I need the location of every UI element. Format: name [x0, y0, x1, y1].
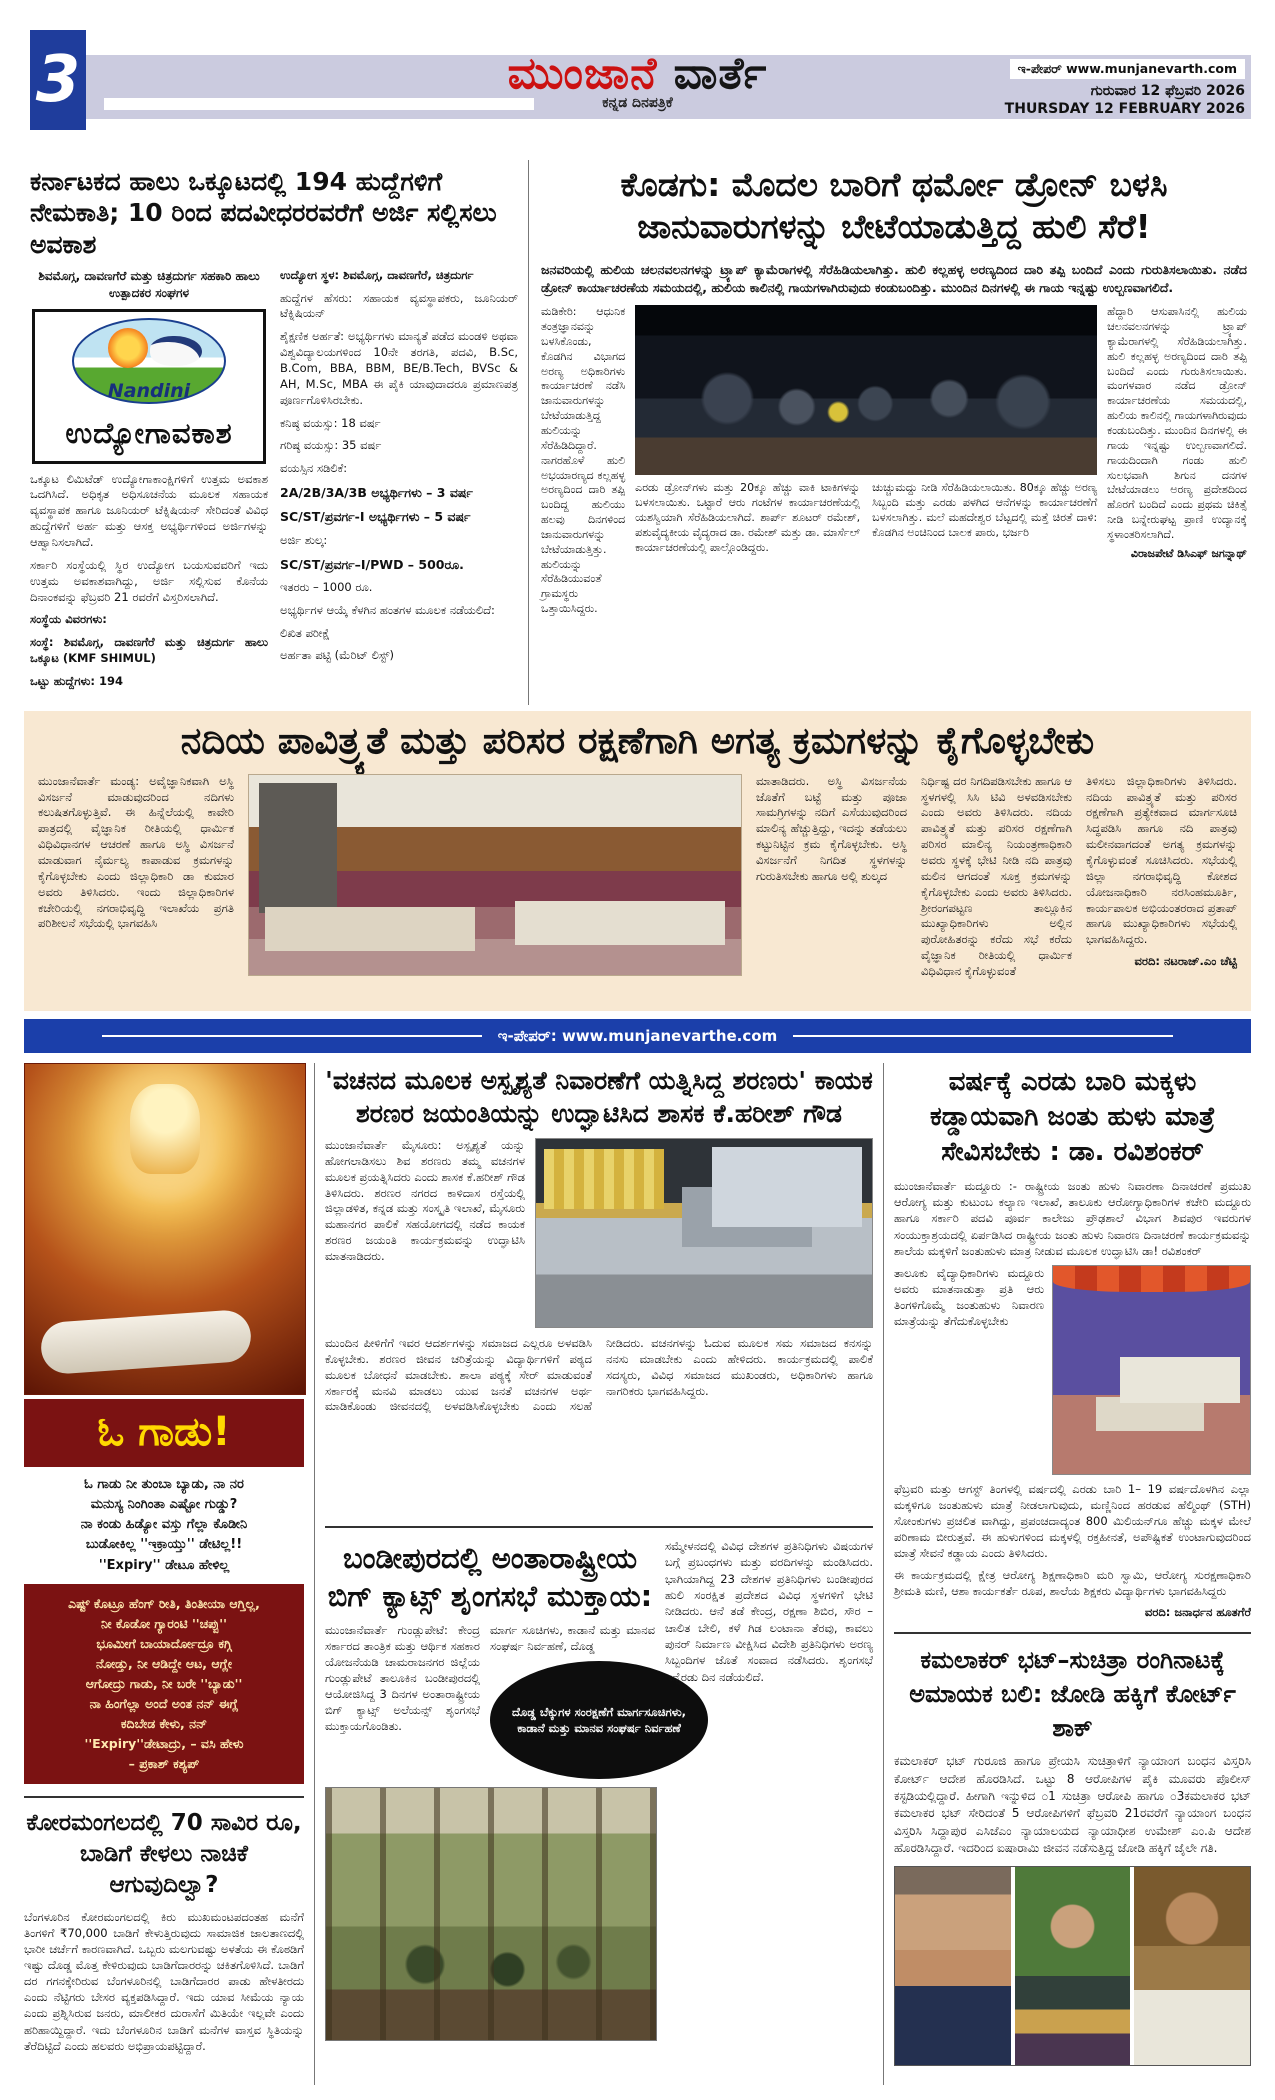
deworm-body-2: ಫೆಬ್ರವರಿ ಮತ್ತು ಆಗಸ್ಟ್ ತಿಂಗಳಲ್ಲಿ ವರ್ಷದಲ್ಲಿ ಎರಡು ಬಾರಿ 1– 19 ವರ್ಷದೊಳಗಿನ ಎಲ್ಲಾ ಮಕ್ಕಳಿಗೂ ಜಂತುಹುಳು ಮಾತ್ರೆ ನೀಡಲಾಗುವುದು, ಮಣ್ಣಿನಿಂದ ಹರಡುವ ಹೆಲ್ಮಿಂಥ್ (STH) ಸೋಂಕುಗಳು ಪ್ರಚಲಿತ ವಾಗಿದ್ದು, ಪ್ರಪಂಚದಾದ್ಯಂತ 800 ಮಿಲಿಯನ್‌ಗೂ ಹೆಚ್ಚು ಮಕ್ಕಳ ಮೇಲೆ ಪರಿಣಾಮ ಬೀರುತ್ತವೆ. ಈ ಹುಳುಗಳಿಂದ ಮಕ್ಕಳಲ್ಲಿ ರಕ್ತಹೀನತೆ, ಅಪೌಷ್ಟಿಕತೆ ಉಂಟಾಗುವುದರಿಂದ ಮಾತ್ರೆ ಸೇವನೆ ಕಡ್ಡಾಯ ಎಂದು ತಿಳಿಸಿದರು.	[894, 1481, 1251, 1561]
deworm-body-1: ಮುಂಜಾನೆವಾರ್ತೆ ಮದ್ದೂರು :- ರಾಷ್ಟ್ರೀಯ ಜಂತು ಹುಳು ನಿವಾರಣಾ ದಿನಾಚರಣೆ ಪ್ರಮುಖ ಆರೋಗ್ಯ ಮತ್ತು ಕುಟುಂಬ ಕಲ್ಯಾಣ ಇಲಾಖೆ, ತಾಲೂಕು ಆರೋಗ್ಯಾಧಿಕಾರಿಗಳ ಕಚೇರಿ ಮದ್ದೂರು ಹಾಗೂ ಸರ್ಕಾರಿ ಪದವಿ ಪೂರ್ವ ಕಾಲೇಜು ಪ್ರೌಢಶಾಲೆ ವಿಭಾಗ ಶಿವಪುರ ಇವರುಗಳ ಸಂಯುಕ್ತಾಶ್ರಯದಲ್ಲಿ ಏರ್ಪಡಿಸಿದ ರಾಷ್ಟ್ರೀಯ ಜಂತು ಹುಳು ನಿವಾರಣ ದಿನಾಚರಣೆ ಕಾರ್ಯಕ್ರಮವನ್ನು ಶಾಲೆಯ ಮಕ್ಕಳಿಗೆ ಜಂತುಹುಳು ಮಾತ್ರ ನೀಡುವ ಮೂಲಕ ಉದ್ಘಾಟಿಸಿ ಡಾ! ರವಿಶಂಕರ್	[894, 1179, 1251, 1258]
page-header	[24, 10, 1251, 160]
bigcats-highlight-oval: ದೊಡ್ಡ ಬೆಕ್ಕುಗಳ ಸಂರಕ್ಷಣೆಗೆ ಮಾರ್ಗಸೂಚಿಗಳು, ಕಾಡಾನೆ ಮತ್ತು ಮಾನವ ಸಂಘರ್ಷ ನಿರ್ವಹಣೆ	[490, 1661, 708, 1779]
gadu-poem2-line1: ಎಷ್ಟ್ ಕೊಟ್ರೂ ಹೆಂಗ್ ರೀತಿ, ತಿಂತೀಯಾ ಆಗ್ತಿಲ್ಲ,	[68, 1595, 260, 1611]
milk-selection-heading: ಅಭ್ಯರ್ಥಿಗಳ ಆಯ್ಕೆ ಕೆಳಗಿನ ಹಂತಗಳ ಮೂಲಕ ನಡೆಯಲಿದೆ:	[280, 602, 495, 617]
bigcats-column-2-text: ಮಾರ್ಗ ಸೂಚಿಗಳು, ಕಾಡಾನೆ ಮತ್ತು ಮಾನವ ಸಂಘರ್ಷ ನಿರ್ವಹಣೆ, ದೊಡ್ಡ	[490, 1623, 655, 1654]
strip-line-left	[102, 1035, 482, 1037]
header-right-block	[945, 58, 1245, 117]
bigcats-continuation: ಸಮ್ಮೇಳನದಲ್ಲಿ ವಿವಿಧ ದೇಶಗಳ ಪ್ರತಿನಿಧಿಗಳು ವಿಷಯಗಳ ಬಗ್ಗೆ ಪ್ರಬಂಧಗಳು ಮತ್ತು ವರದಿಗಳನ್ನು ಮಂಡಿಸಿದರು. ಭಾಗಿಯಾಗಿದ್ದ 23 ದೇಶಗಳ ಪ್ರತಿನಿಧಿಗಳು ಬಂಡೀಪುರದ ಹುಲಿ ಸಂರಕ್ಷಿತ ಪ್ರದೇಶದ ವಿವಿಧ ಸ್ಥಳಗಳಿಗೆ ಭೇಟಿ ನೀಡಿದರು. ಆನೆ ತಡೆ ಕೇಂದ್ರ, ರಕ್ಷಣಾ ಶಿಬಿರ, ಸೌರ – ಚಾಲಿತ ಬೇಲಿ, ಕಳೆ ಗಿಡ ಲಂಟಾನಾ ತೆರವು, ಕಾವಲು ಪುನರ್ ನಿರ್ಮಾಣ ವೀಕ್ಷಿಸಿದ ವಿದೇಶಿ ಪ್ರತಿನಿಧಿಗಳು ಅರಣ್ಯ ಸಿಬ್ಬಂದಿಗಳ ಜೊತೆ ಸಂವಾದ ನಡೆಸಿದರು. ಶೃಂಗಸಭೆ ಇನ್ನೆರಡು ದಿನ ನಡೆಯಲಿದೆ.	[665, 1539, 873, 1684]
milk-org-detail: ಸಂಸ್ಥೆ: ಶಿವಮೊಗ್ಗ, ದಾವಣಗೆರೆ ಮತ್ತು ಚಿತ್ರದುರ್ಗ ಹಾಲು ಒಕ್ಕೂಟ (KMF SHIMUL)	[30, 635, 268, 666]
nandini-brand-text: Nandini	[107, 380, 191, 403]
bigcats-main-block	[325, 1538, 686, 2041]
page-number: 3	[30, 30, 86, 130]
bigcats-column-2	[490, 1623, 686, 1787]
gadu-title: ಓ ಗಾಡು!	[24, 1399, 304, 1467]
epaper-url[interactable]: ಇ-ಪೇಪರ್ www.munjanevarth.com	[1010, 59, 1245, 79]
river-headline: ನದಿಯ ಪಾವಿತ್ರ್ಯತೆ ಮತ್ತು ಪರಿಸರ ರಕ್ಷಣೆಗಾಗಿ ಅಗತ್ಯ ಕ್ರಮಗಳನ್ನು ಕೈಗೊಳ್ಳಬೇಕು	[180, 719, 1095, 762]
middle-divider	[325, 1526, 873, 1528]
article-deworming	[894, 1065, 1251, 1620]
court-headline: ಕಮಲಾಕರ್ ಭಟ್–ಸುಚಿತ್ರಾ ರಂಗಿನಾಟಕ್ಕೆ ಅಮಾಯಕ ಬಲಿ: ಜೋಡಿ ಹಕ್ಕಿಗೆ ಕೋರ್ಟ್ ಶಾಕ್	[909, 1646, 1236, 1742]
bottom-left-column	[24, 1063, 315, 2085]
gadu-poem2-line8: ''Expiry''ಡೇಟಾದ್ರು, – ವಸಿ ಹೇಳು	[84, 1735, 244, 1751]
gadu-poem2-line6: ನಾ ಹಿಂಗೆಲ್ಲಾ ಅಂದೆ ಅಂತ ನನ್ ಈಗ್ಲೆ	[89, 1695, 239, 1711]
deworm-byline: ವರದಿ: ಜನಾರ್ಧನ ಹೂತಗೆರೆ	[1144, 1605, 1251, 1620]
masthead-title-red: ಮುಂಜಾನೆ	[507, 48, 658, 99]
milk-column-left	[30, 268, 268, 697]
masthead-title-black: ವಾರ್ತೆ	[673, 48, 768, 99]
milk-relaxation-heading: ವಯಸ್ಸಿನ ಸಡಿಲಿಕೆ:	[280, 461, 348, 476]
nandini-logo-box	[32, 309, 266, 463]
milk-body-1: ಒಕ್ಕೂಟ ಲಿಮಿಟೆಡ್ ಉದ್ಯೋಗಾಕಾಂಕ್ಷಿಗಳಿಗೆ ಉತ್ತಮ ಅವಕಾಶ ಒದಗಿಸಿದೆ. ಅಧಿಕೃತ ಅಧಿಸೂಚನೆಯ ಮೂಲಕ ಸಹಾಯಕ ವ್ಯವಸ್ಥಾಪಕ ಹಾಗೂ ಜೂನಿಯರ್ ಟೆಕ್ನಿಷಿಯನ್ ಸೇರಿದಂತೆ ವಿವಿಧ ಹುದ್ದೆಗಳಿಗೆ ಅರ್ಹ ಮತ್ತು ಆಸಕ್ತ ಅಭ್ಯರ್ಥಿಗಳಿಂದ ಅರ್ಜಿಗಳನ್ನು ಆಹ್ವಾನಿಸಲಾಗಿದೆ.	[30, 471, 268, 550]
portrait-photo-kamalakar-bhat	[1134, 1867, 1250, 2065]
milk-selection-2: ಅರ್ಹತಾ ಪಟ್ಟಿ (ಮೆರಿಟ್ ಲಿಸ್ಟ್)	[280, 648, 395, 663]
river-byline: ವರದಿ: ನಟರಾಜ್.ಎಂ ಚೆಟ್ಟಿ	[1134, 954, 1237, 969]
river-column-4-text: ತಿಳಿಸಲು ಜಿಲ್ಲಾಧಿಕಾರಿಗಳು ತಿಳಿಸಿದರು. ನದಿಯ ಪಾವಿತ್ರ್ಯತೆ ಮತ್ತು ಪರಿಸರ ರಕ್ಷಣೆಗಾಗಿ ಪ್ರತ್ಯೇಕವಾದ ಮಾರ್ಗಸೂಚಿ ಸಿದ್ಧಪಡಿಸಿ ಹಾಗೂ ನದಿ ಪಾತ್ರವು ಮಲೀನವಾಗದಂತೆ ಅಗತ್ಯ ಕ್ರಮಗಳನ್ನು ಕೈಗೊಳ್ಳುವಂತೆ ಸೂಚಿಸಿದರು. ಸಭೆಯಲ್ಲಿ ಜಿಲ್ಲಾ ನಗರಾಭಿವೃದ್ಧಿ ಕೋಶದ ಯೋಜನಾಧಿಕಾರಿ ನರಸಿಂಹಮೂರ್ತಿ, ಕಾರ್ಯಪಾಲಕ ಅಭಿಯಂತರರಾದ ಪ್ರತಾಪ್ ಹಾಗೂ ಮುಖ್ಯಾಧಿಕಾರಿಗಳು ಸಭೆಯಲ್ಲಿ ಭಾಗವಹಿಸಿದ್ದರು.	[1086, 773, 1237, 947]
date-english: THURSDAY 12 FEBRUARY 2026	[1004, 101, 1245, 117]
date-kannada: ಗುರುವಾರ 12 ಫೆಬ್ರವರಿ 2026	[1090, 83, 1245, 99]
epaper-strip-url[interactable]: ಇ-ಪೇಪರ್: www.munjanevarthe.com	[497, 1027, 778, 1045]
deworm-side-text: ತಾಲೂಕು ವೈದ್ಯಾಧಿಕಾರಿಗಳು ಮದ್ದೂರು ಅವರು ಮಾತನಾಡುತ್ತಾ ಪ್ರತಿ ಆರು ತಿಂಗಳಿಗೊಮ್ಮೆ ಜಂತುಹುಳು ನಿವಾರಣ ಮಾತ್ರೆಯನ್ನು ತೆಗೆದುಕೊಳ್ಳಬೇಕು	[894, 1265, 1044, 1329]
milk-fee-2: ಇತರರು – 1000 ರೂ.	[280, 579, 373, 594]
milk-relaxation-1: 2A/2B/3A/3B ಅಭ್ಯರ್ಥಿಗಳು – 3 ವರ್ಷ	[280, 485, 473, 501]
milk-intro: ಶಿವಮೊಗ್ಗ, ದಾವಣಗೆರೆ ಮತ್ತು ಚಿತ್ರದುರ್ಗ ಸಹಕಾರಿ ಹಾಲು ಉತ್ಪಾದಕರ ಸಂಘಗಳ	[38, 268, 260, 300]
masthead-subtitle: ಕನ್ನಡ ದಿನಪತ್ರಿಕೆ	[602, 95, 673, 111]
milk-body-2: ಸರ್ಕಾರಿ ಸಂಸ್ಥೆಯಲ್ಲಿ ಸ್ಥಿರ ಉದ್ಯೋಗ ಬಯಸುವವರಿಗೆ ಇದು ಉತ್ತಮ ಅವಕಾಶವಾಗಿದ್ದು, ಅರ್ಜಿ ಸಲ್ಲಿಸುವ ಕೊನೆಯ ದಿನಾಂಕವನ್ನು ಫೆಬ್ರವರಿ 21 ರವರೆಗೆ ವಿಸ್ತರಿಸಲಾಗಿದೆ.	[30, 557, 268, 604]
bottom-section	[24, 1063, 1251, 2085]
article-koramangala-rent	[24, 1808, 304, 2054]
milk-headline: ಕರ್ನಾಟಕದ ಹಾಲು ಒಕ್ಕೂಟದಲ್ಲಿ 194 ಹುದ್ದೆಗಳಿಗೆ ನೇಮಕಾತಿ; 10 ರಿಂದ ಪದವೀಧರರವರೆಗೆ ಅರ್ಜಿ ಸಲ್ಲಿಸಲು ಅವಕಾಶ	[30, 167, 497, 259]
gadu-poet-signature: – ಪ್ರಕಾಶ್ ಕಶ್ಯಪ್	[128, 1755, 200, 1771]
article-milk-recruitment	[24, 160, 529, 705]
milk-fee-1: SC/ST/ಪ್ರವರ್ಗ–I/PWD – 500ರೂ.	[280, 556, 464, 572]
river-column-4	[1086, 774, 1237, 980]
tiger-column-left: ಮಡಿಕೇರಿ: ಆಧುನಿಕ ತಂತ್ರಜ್ಞಾನವನ್ನು ಬಳಸಿಕೊಂಡು, ಕೊಡಗಿನ ವಿಭಾಗದ ಅರಣ್ಯ ಅಧಿಕಾರಿಗಳು ಕಾರ್ಯಾಚರಣೆ ನಡೆಸಿ ಜಾನುವಾರುಗಳನ್ನು ಬೇಟೆಯಾಡುತ್ತಿದ್ದ ಹುಲಿಯನ್ನು ಸೆರೆಹಿಡಿದಿದ್ದಾರೆ. ನಾಗರಹೊಳೆ ಹುಲಿ ಅಭಯಾರಣ್ಯದ ಕಲ್ಲಹಳ್ಳ ಅರಣ್ಯದಿಂದ ದಾರಿ ತಪ್ಪಿ ಬಂದಿದ್ದ ಹುಲಿಯು ಹಲವು ದಿನಗಳಿಂದ ಜಾನುವಾರುಗಳನ್ನು ಬೇಟೆಯಾಡುತ್ತಿತ್ತು. ಹುಲಿಯನ್ನು ಸೆರೆಹಿಡಿಯುವಂತೆ ಗ್ರಾಮಸ್ಥರು ಒತ್ತಾಯಿಸಿದ್ದರು.	[541, 305, 626, 616]
milk-min-age: ಕನಿಷ್ಠ ವಯಸ್ಸು: 18 ವರ್ಷ	[280, 415, 381, 430]
river-column-2: ಮಾತಾಡಿದರು. ಅಸ್ಥಿ ವಿಸರ್ಜನೆಯ ಜೊತೆಗೆ ಬಟ್ಟೆ ಮತ್ತು ಪೂಜಾ ಸಾಮಗ್ರಿಗಳನ್ನು ನದಿಗೆ ಎಸೆಯುವುದರಿಂದ ಮಾಲಿನ್ಯ ಹೆಚ್ಚುತ್ತಿದ್ದು, ಇದನ್ನು ತಡೆಯಲು ಕಟ್ಟುನಿಟ್ಟಿನ ಕ್ರಮ ಕೈಗೊಳ್ಳಬೇಕು. ಅಸ್ಥಿ ವಿಸರ್ಜನೆಗೆ ನಿಗದಿತ ಸ್ಥಳಗಳನ್ನು ಗುರುತಿಸಬೇಕು ಹಾಗೂ ಅಲ್ಲಿ ಶುಲ್ಕದ	[756, 773, 907, 883]
gadu-poem1-line1: ಓ ಗಾಡು ನೀ ತುಂಬಾ ಬ್ಯಾಡು, ನಾ ನರ	[84, 1477, 244, 1492]
koramangala-body: ಬೆಂಗಳೂರಿನ ಕೋರಮಂಗಲದಲ್ಲಿ ಕಿರು ಮುಖಮಂಟಪದಂತಹ ಮನೆಗೆ ತಿಂಗಳಿಗೆ ₹70,000 ಬಾಡಿಗೆ ಕೇಳುತ್ತಿರುವುದು ಸಾಮಾಜಿಕ ಜಾಲತಾಣದಲ್ಲಿ ಭಾರೀ ಚರ್ಚೆಗೆ ಕಾರಣವಾಗಿದೆ. ಒಬ್ಬರು ಮಲಗುವಷ್ಟು ಅಳತೆಯ ಈ ಕೊಠಡಿಗೆ ಇಷ್ಟು ದೊಡ್ಡ ಮೊತ್ತ ಕೇಳಿರುವುದು ಬಾಡಿಗೆದಾರರನ್ನು ಚಕಿತಗೊಳಿಸಿದೆ. ಬಾಡಿಗೆ ದರ ಗಗನಕ್ಕೇರಿರುವ ಬೆಂಗಳೂರಿನಲ್ಲಿ ಬಾಡಿಗೆದಾರರ ಪಾಡು ಹೇಳತೀರದು ಎಂದು ನೆಟ್ಟಿಗರು ಬೇಸರ ವ್ಯಕ್ತಪಡಿಸಿದ್ದಾರೆ. ಇದು ಯಾವ ಸೀಮೆಯ ನ್ಯಾಯ ಎಂದು ಪ್ರಶ್ನಿಸಿರುವ ಜನರು, ಮಾಲೀಕರ ದುರಾಸೆಗೆ ಮಿತಿಯೇ ಇಲ್ಲವೇ ಎಂದು ಹರಿಹಾಯ್ದಿದ್ದಾರೆ. ಇದು ಬೆಂಗಳೂರಿನ ಬಾಡಿಗೆ ಮನೆಗಳ ವಾಸ್ತವ ಸ್ಥಿತಿಯನ್ನು ತೆರೆದಿಟ್ಟಿದೆ ಎಂದು ಹಲವರು ಅಭಿಪ್ರಾಯಪಟ್ಟಿದ್ದಾರೆ.	[24, 1909, 304, 2053]
deworming-event-photo	[1052, 1265, 1251, 1475]
article-river-sanctity	[24, 711, 1251, 1011]
article-vachana-jayanti	[325, 1065, 873, 1514]
gadu-poem2-line3: ಭೂಮೀಗೆ ಬಾಯಾರ್ದೋದ್ರೂ ಕಗ್ಗಿ	[96, 1635, 232, 1651]
gadu-poem2-line4: ನೋಡ್ತು, ನೀ ಆಡಿದ್ದೇ ಆಟ, ಆಗ್ಲೇ	[96, 1655, 232, 1671]
milk-fee-heading: ಅರ್ಜಿ ಶುಲ್ಕ:	[280, 532, 328, 547]
tiger-operation-photo	[635, 305, 1097, 475]
gadu-poem1-line4: ಬುಡೋಕಿಲ್ಲ ''ಇಕ್ರಾಯ್ತು'' ಡೇಟಿಲ್ಲ!!	[85, 1537, 243, 1553]
tiger-caption-2: ಚುಚ್ಚುಮದ್ದು ನೀಡಿ ಸೆರೆಹಿಡಿಯಲಾಯಿತು. 80ಕ್ಕೂ ಹೆಚ್ಚು ಅರಣ್ಯ ಸಿಬ್ಬಂದಿ ಮತ್ತು ಎರಡು ಪಳಗಿದ ಆನೆಗಳನ್ನು ಕಾರ್ಯಾಚರಣೆಗೆ ಬಳಸಲಾಗಿತ್ತು. ಮಲೆ ಮಹದೇಶ್ವರ ಬೆಟ್ಟದಲ್ಲಿ ಮತ್ತೆ ಚಿರತೆ ದಾಳಿ: ಕೊಡಗಿನ ಅಂಚಿನಿಂದ ಬಾಲಕ ಪಾರು, ಭರ್ಜರಿ	[872, 481, 1098, 539]
gadu-poem1-line3: ನಾ ಕಂಡು ಹಿಡ್ಯೋ ವಸ್ತು ಗೆಲ್ಲಾ ಕೊಡೀನಿ	[80, 1517, 248, 1533]
strip-line-right	[793, 1035, 1173, 1037]
tiger-caption-1: ಎರಡು ಡ್ರೋನ್‌ಗಳು ಮತ್ತು 20ಕ್ಕೂ ಹೆಚ್ಚು ವಾಕಿ ಟಾಕಿಗಳನ್ನು ಬಳಸಲಾಯಿತು. ಒಟ್ಟಾರೆ ಆರು ಗಂಟೆಗಳ ಕಾರ್ಯಾಚರಣೆಯಲ್ಲಿ ಯಶಸ್ವಿಯಾಗಿ ಸೆರೆಹಿಡಿಯಲಾಗಿದೆ. ಶಾರ್ಪ್ ಶೂಟರ್ ರಮೇಶ್, ಪಶುವೈದ್ಯಕೀಯ ವೈದ್ಯರಾದ ಡಾ. ರಮೇಶ್ ಮತ್ತು ಡಾ. ಮಾರ್ಸೆಲ್ ಕಾರ್ಯಾಚರಣೆಯಲ್ಲಿ ಪಾಲ್ಗೊಂಡಿದ್ದರು.	[635, 481, 861, 554]
milk-details-heading: ಸಂಸ್ಥೆಯ ವಿವರಗಳು:	[30, 612, 107, 627]
vachana-headline: 'ವಚನದ ಮೂಲಕ ಅಸ್ಪೃಶ್ಯತೆ ನಿವಾರಣೆಗೆ ಯತ್ನಿಸಿದ್ದ ಶರಣರು' ಕಾಯಕ ಶರಣರ ಜಯಂತಿಯನ್ನು ಉದ್ಘಾಟಿಸಿದ ಶಾಸಕ ಕೆ.ಹರೀಶ್ ಗೌಡ	[325, 1066, 873, 1128]
jayanti-inauguration-photo	[535, 1138, 873, 1328]
portrait-photo-suchitra-closeup	[895, 1867, 1011, 2065]
tiger-officer-signature: ವಿರಾಜಪೇಟೆ ಡಿಸಿಎಫ್ ಜಗನ್ನಾಥ್	[1130, 546, 1247, 560]
milk-qualification: ಶೈಕ್ಷಣಿಕ ಅರ್ಹತೆ: ಅಭ್ಯರ್ಥಿಗಳು ಮಾನ್ಯತೆ ಪಡೆದ ಮಂಡಳಿ ಅಥವಾ ವಿಶ್ವವಿದ್ಯಾಲಯಗಳಿಂದ 10ನೇ ತರಗತಿ, ಪದವಿ, B.Sc, B.Com, BBA, BBM, BE/B.Tech, BVSc & AH, M.Sc, MBA ಈ ಪೈಕಿ ಯಾವುದಾದರೂ ಪ್ರಮಾಣಪತ್ರ ಪೂರ್ಣಗೊಳಿಸಿರಬೇಕು.	[280, 329, 518, 407]
koramangala-headline: ಕೋರಮಂಗಲದಲ್ಲಿ 70 ಸಾವಿರ ರೂ, ಬಾಡಿಗೆ ಕೇಳಲು ನಾಚಿಕೆ ಆಗುವುದಿಲ್ವಾ?	[26, 1809, 302, 1898]
dc-meeting-photo	[248, 774, 742, 976]
article-court-shock	[894, 1644, 1251, 2065]
epaper-strip	[24, 1019, 1251, 1053]
gadu-poem2-line2: ನೀ ಕೊಡೋ ಗ್ಯಾರಂಟಿ ''ಚಪ್ಪು''	[101, 1615, 227, 1631]
top-section	[24, 160, 1251, 705]
court-body: ಕಮಲಾಕರ್ ಭಟ್ ಗುರೂಜಿ ಹಾಗೂ ಪ್ರೇಯಸಿ ಸುಚಿತ್ರಾಳಿಗೆ ನ್ಯಾಯಾಂಗ ಬಂಧನ ವಿಸ್ತರಿಸಿ ಕೋರ್ಟ್ ಆದೇಶ ಹೊರಡಿಸಿದೆ. ಒಟ್ಟು 8 ಆರೋಪಿಗಳ ಪೈಕಿ ಮೂವರು ಪೊಲೀಸ್ ಕಸ್ಟಡಿಯಲ್ಲಿದ್ದಾರೆ. ಹೀಗಾಗಿ ಇನ್ನುಳಿದ ೦1 ಸುಚಿತ್ರಾ ಆರೋಪಿ ಹಾಗೂ ೦3ಕಮಲಾಕರ ಭಟ್ ಕಮಲಾಕರ ಭಟ್ ಸೇರಿದಂತೆ 5 ಆರೋಪಿಗಳಿಗೆ ಫೆಬ್ರವರಿ 21ರವರೆಗೆ ನ್ಯಾಯಾಂಗ ಬಂಧನ ವಿಸ್ತರಿಸಿ ಸಿದ್ದಾಪುರ ಎಸಿಜೆಎಂ ನ್ಯಾಯಾಲಯದ ನ್ಯಾಯಾಧೀಶ ಉಮೇಶ್ ಎಂ.ಪಿ ಆದೇಶ ಹೊರಡಿಸಿದ್ದಾರೆ. ಇದರಿಂದ ಐಷಾರಾಮಿ ಜೀವನ ನಡೆಸುತ್ತಿದ್ದ ಜೋಡಿ ಹಕ್ಕಿಗೆ ಜೈಲೇ ಗತಿ.	[894, 1754, 1251, 1856]
milk-max-age: ಗರಿಷ್ಠ ವಯಸ್ಸು: 35 ವರ್ಷ	[280, 438, 382, 453]
deworm-headline: ವರ್ಷಕ್ಕೆ ಎರಡು ಬಾರಿ ಮಕ್ಕಳು ಕಡ್ಡಾಯವಾಗಿ ಜಂತು ಹುಳು ಮಾತ್ರೆ ಸೇವಿಸಬೇಕು : ಡಾ. ರವಿಶಂಕರ್	[930, 1067, 1215, 1168]
tiger-headline: ಕೊಡಗು: ಮೊದಲ ಬಾರಿಗೆ ಥರ್ಮೋ ಡ್ರೋನ್ ಬಳಸಿ ಜಾನುವಾರುಗಳನ್ನು ಬೇಟೆಯಾಡುತ್ತಿದ್ದ ಹುಲಿ ಸೆರೆ!	[620, 165, 1168, 247]
court-photos-row	[894, 1866, 1251, 2066]
gadu-poem1-line5: ''Expiry'' ಡೇಟೂ ಹೇಳಿಲ್ಲ	[98, 1557, 230, 1573]
gadu-poem2-line7: ಕದಿಬೇಡ ಕೇಳು, ನನ್	[120, 1715, 208, 1731]
article-big-cats	[325, 1538, 873, 2041]
milk-column-right	[280, 268, 518, 697]
gadu-poem-box	[24, 1584, 304, 1784]
river-column-1: ಮುಂಜಾನೆವಾರ್ತೆ ಮಂಡ್ಯ: ಅವೈಜ್ಞಾನಿಕವಾಗಿ ಅಸ್ಥಿ ವಿಸರ್ಜನೆ ಮಾಡುವುದರಿಂದ ನದಿಗಳು ಕಲುಷಿತಗೊಳ್ಳುತ್ತಿವೆ. ಈ ಹಿನ್ನೆಲೆಯಲ್ಲಿ ಕಾವೇರಿ ಪಾತ್ರದಲ್ಲಿ ವೈಜ್ಞಾನಿಕ ರೀತಿಯಲ್ಲಿ ಧಾರ್ಮಿಕ ವಿಧಿವಿಧಾನಗಳ ಆಚರಣೆ ಹಾಗೂ ಅಸ್ಥಿ ವಿಸರ್ಜನೆ ಮಾಡುವಾಗ ನೈರ್ಮಲ್ಯ ಕಾಪಾಡುವ ಕ್ರಮಗಳನ್ನು ಕೈಗೊಳ್ಳಬೇಕು ಎಂದು ಜಿಲ್ಲಾಧಿಕಾರಿ ಡಾ ಕುಮಾರ ಅವರು ತಿಳಿಸಿದರು. ಇಂದು ಜಿಲ್ಲಾಧಿಕಾರಿಗಳ ಕಚೇರಿಯಲ್ಲಿ ನಗರಾಭಿವೃದ್ಧಿ ಇಲಾಖೆಯ ಪ್ರಗತಿ ಪರಿಶೀಲನೆ ಸಭೆಯಲ್ಲಿ ಭಾಗವಹಿಸಿ	[38, 773, 234, 931]
tiger-right-text: ಹೆದ್ದಾರಿ ಆಸುಪಾಸಿನಲ್ಲಿ ಹುಲಿಯ ಚಲನವಲನಗಳನ್ನು ಟ್ರ್ಯಾಪ್ ಕ್ಯಾಮೆರಾಗಳಲ್ಲಿ ಸೆರೆಹಿಡಿಯಲಾಗಿತ್ತು. ಹುಲಿ ಕಲ್ಲಹಳ್ಳ ಅರಣ್ಯದಿಂದ ದಾರಿ ತಪ್ಪಿ ಬಂದಿದೆ ಎಂದು ಗುರುತಿಸಲಾಯಿತು. ಮಂಗಳವಾರ ನಡೆದ ಡ್ರೋನ್ ಕಾರ್ಯಾಚರಣೆಯ ಸಮಯದಲ್ಲಿ, ಹುಲಿಯ ಕಾಲಿನಲ್ಲಿ ಗಾಯಗಳಾಗಿರುವುದು ಕಂಡುಬಂದಿತ್ತು. ಮುಂದಿನ ದಿನಗಳಲ್ಲಿ ಈ ಗಾಯ ಇನ್ನಷ್ಟು ಉಲ್ಬಣವಾಗಲಿದೆ. ಗಾಯದಿಂದಾಗಿ ಗಂಡು ಹುಲಿ ಸುಲಭವಾಗಿ ಶಿಗುನ ದನಗಳ ಬೇಟೆಯಾಡಲು ಅರಣ್ಯ ಪ್ರದೇಶದಿಂದ ಹೊರಗೆ ಬಂದಿದೆ ಎಂದು ಪ್ರಥಮ ಚಿಕಿತ್ಸೆ ನೀಡಿ ಬನ್ನೇರುಘಟ್ಟ ಪ್ರಾಣಿ ಉದ್ಯಾನಕ್ಕೆ ಸ್ಥಳಾಂತರಿಸಲಾಗಿದೆ.	[1107, 305, 1247, 541]
newspaper-page	[24, 10, 1251, 2090]
article-tiger-capture	[529, 160, 1251, 705]
deworm-attendees: ಈ ಕಾರ್ಯಕ್ರಮದಲ್ಲಿ ಕ್ಷೇತ್ರ ಆರೋಗ್ಯ ಶಿಕ್ಷಣಾಧಿಕಾರಿ ಮರಿ ಸ್ವಾಮಿ, ಆರೋಗ್ಯ ಸುರಕ್ಷಣಾಧಿಕಾರಿ ಶ್ರೀಮತಿ ಮಣಿ, ಆಶಾ ಕಾರ್ಯಕರ್ತೆ ರೂಪ, ಶಾಲೆಯ ಶಿಕ್ಷಕರು ವಿದ್ಯಾರ್ಥಿಗಳು ಭಾಗವಹಿಸಿದ್ದರು	[894, 1568, 1251, 1599]
left-divider	[24, 1796, 304, 1798]
vachana-body-1: ಮುಂಜಾನೆವಾರ್ತೆ ಮೈಸೂರು: ಅಸ್ಪೃಶ್ಯತೆ ಯನ್ನು ಹೋಗಲಾಡಿಸಲು ಶಿವ ಶರಣರು ತಮ್ಮ ವಚನಗಳ ಮೂಲಕ ಪ್ರಯತ್ನಿಸಿದರು ಎಂದು ಶಾಸಕ ಕೆ.ಹರೀಶ್ ಗೌಡ ತಿಳಿಸಿದರು. ಶರಣರ ನಗರದ ಕಾಳಿದಾಸ ರಸ್ತೆಯಲ್ಲಿ ಜಿಲ್ಲಾಡಳಿತ, ಕನ್ನಡ ಮತ್ತು ಸಂಸ್ಕೃತಿ ಇಲಾಖೆ, ಮೈಸೂರು ಮಹಾನಗರ ಪಾಲಿಕೆ ಸಹಯೋಗದಲ್ಲಿ ನಡೆದ ಕಾಯಕ ಶರಣರ ಜಯಂತಿ ಕಾರ್ಯಕ್ರಮವನ್ನು ಉದ್ಘಾಟಿಸಿ ಮಾತನಾಡಿದರು.	[325, 1138, 525, 1264]
right-divider	[894, 1632, 1251, 1634]
bottom-right-column	[884, 1063, 1251, 2085]
tiger-intro: ಜನವರಿಯಲ್ಲಿ ಹುಲಿಯ ಚಲನವಲನಗಳನ್ನು ಟ್ರ್ಯಾಪ್ ಕ್ಯಾಮೆರಾಗಳಲ್ಲಿ ಸೆರೆಹಿಡಿಯಲಾಗಿತ್ತು. ಹುಲಿ ಕಲ್ಲಹಳ್ಳ ಅರಣ್ಯದಿಂದ ದಾರಿ ತಪ್ಪಿ ಬಂದಿದೆ ಎಂದು ಗುರುತಿಸಲಾಯಿತು. ನಡೆದ ಡ್ರೋನ್ ಕಾರ್ಯಾಚರಣೆಯ ಸಮಯದಲ್ಲಿ, ಹುಲಿಯ ಕಾಲಿನಲ್ಲಿ ಗಾಯಗಳಾಗಿರುವುದು ಕಂಡುಬಂದಿತ್ತು. ಮುಂದಿನ ದಿನಗಳಲ್ಲಿ ಈ ಗಾಯ ಇನ್ನಷ್ಟು ಉಲ್ಬಣವಾಗಲಿದೆ.	[541, 261, 1247, 296]
bigcats-headline: ಬಂಡೀಪುರದಲ್ಲಿ ಅಂತಾರಾಷ್ಟ್ರೀಯ ಬಿಗ್ ಕ್ಯಾಟ್ಸ್ ಶೃಂಗಸಭೆ ಮುಕ್ತಾಯ:	[327, 1541, 653, 1613]
river-column-3: ನಿರ್ಧಿಷ್ಟ ದರ ನಿಗದಿಪಡಿಸಬೇಕು ಹಾಗೂ ಆ ಸ್ಥಳಗಳಲ್ಲಿ ಸಿಸಿ ಟಿವಿ ಅಳವಡಿಸಬೇಕು ಎಂದು ಅವರು ತಿಳಿಸಿದರು. ನದಿಯ ಪಾವಿತ್ರ್ಯತೆ ಮತ್ತು ಪರಿಸರ ರಕ್ಷಣೆಗಾಗಿ ಪರಿಸರ ಮಾಲಿನ್ಯ ನಿಯಂತ್ರಣಾಧಿಕಾರಿ ಅವರು ಸ್ಥಳಕ್ಕೆ ಭೇಟಿ ನೀಡಿ ನದಿ ಪಾತ್ರವು ಮಲಿನ ಆಗದಂತೆ ಸೂಕ್ತ ಕ್ರಮಗಳನ್ನು ಕೈಗೊಳ್ಳಬೇಕು ಎಂದು ಅವರು ತಿಳಿಸಿದರು. ಶ್ರೀರಂಗಪಟ್ಟಣ ತಾಲ್ಲೂಕಿನ ಮುಖ್ಯಾಧಿಕಾರಿಗಳು ಅಲ್ಲಿನ ಪುರೋಹಿತರನ್ನು ಕರೆದು ಸಭೆ ಕರೆದು ವೈಜ್ಞಾನಿಕ ರೀತಿಯಲ್ಲಿ ಧಾರ್ಮಿಕ ವಿಧಿವಿಧಾನ ಕೈಗೊಳ್ಳುವಂತೆ	[921, 773, 1072, 978]
vachana-body-2: ಮುಂದಿನ ಪೀಳಿಗೆಗೆ ಇವರ ಆದರ್ಶಗಳನ್ನು ಸಮಾಜದ ಎಲ್ಲರೂ ಅಳವಡಿಸಿ ಕೊಳ್ಳಬೇಕು. ಶರಣರ ಜೀವನ ಚರಿತ್ರೆಯನ್ನು ವಿದ್ಯಾರ್ಥಿಗಳಿಗೆ ಪಠ್ಯದ ಮೂಲಕ ಬೋಧನೆ ಮಾಡಬೇಕು. ಶಾಲಾ ಪಠ್ಯಕ್ಕೆ ಸೇರ್ ಮಾಡುವಂತೆ ಸರ್ಕಾರಕ್ಕೆ ಮನವಿ ಮಾಡಲು ಯುವ ಜನತೆ ವಚನಗಳ ಅರ್ಥ ಮಾಡಿಕೊಂಡು ಜೀವನದಲ್ಲಿ ಅಳವಡಿಸಿಕೊಳ್ಳಬೇಕು ಎಂದು ಸಲಹೆ ನೀಡಿದರು. ವಚನಗಳನ್ನು ಓದುವ ಮೂಲಕ ಸಮ ಸಮಾಜದ ಕನಸನ್ನು ನನಸು ಮಾಡಬೇಕು ಎಂದು ಹೇಳಿದರು. ಕಾರ್ಯಕ್ರಮದಲ್ಲಿ ಪಾಲಿಕೆ ಸದಸ್ಯರು, ವಿವಿಧ ಸಮಾಜದ ಮುಖಂಡರು, ಅಧಿಕಾರಿಗಳು ಹಾಗೂ ನಾಗರಿಕರು ಭಾಗವಹಿಸಿದ್ದರು.	[325, 1336, 873, 1414]
bandipur-forest-photo	[325, 1787, 657, 2041]
milk-job-location: ಉದ್ಯೋಗ ಸ್ಥಳ: ಶಿವಮೊಗ್ಗ, ದಾವಣಗೆರೆ, ಚಿತ್ರದುರ್ಗ	[280, 267, 474, 282]
milk-total-posts: ಒಟ್ಟು ಹುದ್ದೆಗಳು: 194	[30, 674, 124, 689]
gadu-poem1-line2: ಮನುಸ್ಯ ನಿಂಗಿಂತಾ ಎಷ್ಟೋ ಗುಡ್ಡು?	[90, 1497, 238, 1513]
bottom-middle-column	[315, 1063, 884, 2085]
tiger-photo-block	[635, 305, 1097, 617]
milk-selection-1: ಲಿಖಿತ ಪರೀಕ್ಷೆ	[280, 625, 330, 640]
bigcats-column-1: ಮುಂಜಾನೆವಾರ್ತೆ ಗುಂಡ್ಲುಪೇಟೆ: ಕೇಂದ್ರ ಸರ್ಕಾರದ ತಾಂತ್ರಿಕ ಮತ್ತು ಆರ್ಥಿಕ ಸಹಕಾರ ಯೋಜನೆಯಡಿ ಚಾಮರಾಜನಗರ ಜಿಲ್ಲೆಯ ಗುಂಡ್ಲುಪೇಟೆ ತಾಲೂಕಿನ ಬಂಡೀಪುರದಲ್ಲಿ ಆಯೋಜಿಸಿದ್ದ 3 ದಿನಗಳ ಅಂತಾರಾಷ್ಟ್ರೀಯ ಬಿಗ್ ಕ್ಯಾಟ್ಸ್ ಅಲೆಯನ್ಸ್ ಶೃಂಗಸಭೆ ಮುಕ್ತಾಯಗೊಂಡಿತು.	[325, 1623, 480, 1733]
employment-caption: ಉದ್ಯೋಗಾವಕಾಶ	[65, 415, 233, 450]
portrait-photo-suchitra-saree	[1015, 1867, 1131, 2065]
gadu-poem-opening	[24, 1475, 304, 1576]
deity-photo	[24, 1063, 306, 1395]
milk-relaxation-2: SC/ST/ಪ್ರವರ್ಗ-I ಅಭ್ಯರ್ಥಿಗಳು – 5 ವರ್ಷ	[280, 509, 471, 525]
gadu-poem2-line5: ಆಗೋದ್ರು ಗಾಡು, ನೀ ಬರೇ ''ಬ್ಯಾಡು''	[85, 1675, 243, 1691]
tiger-column-right	[1107, 305, 1247, 617]
milk-post-names: ಹುದ್ದೆಗಳ ಹೆಸರು: ಸಹಾಯಕ ವ್ಯವಸ್ಥಾಪಕರು, ಜೂನಿಯರ್ ಟೆಕ್ನಿಷಿಯನ್	[280, 290, 518, 321]
